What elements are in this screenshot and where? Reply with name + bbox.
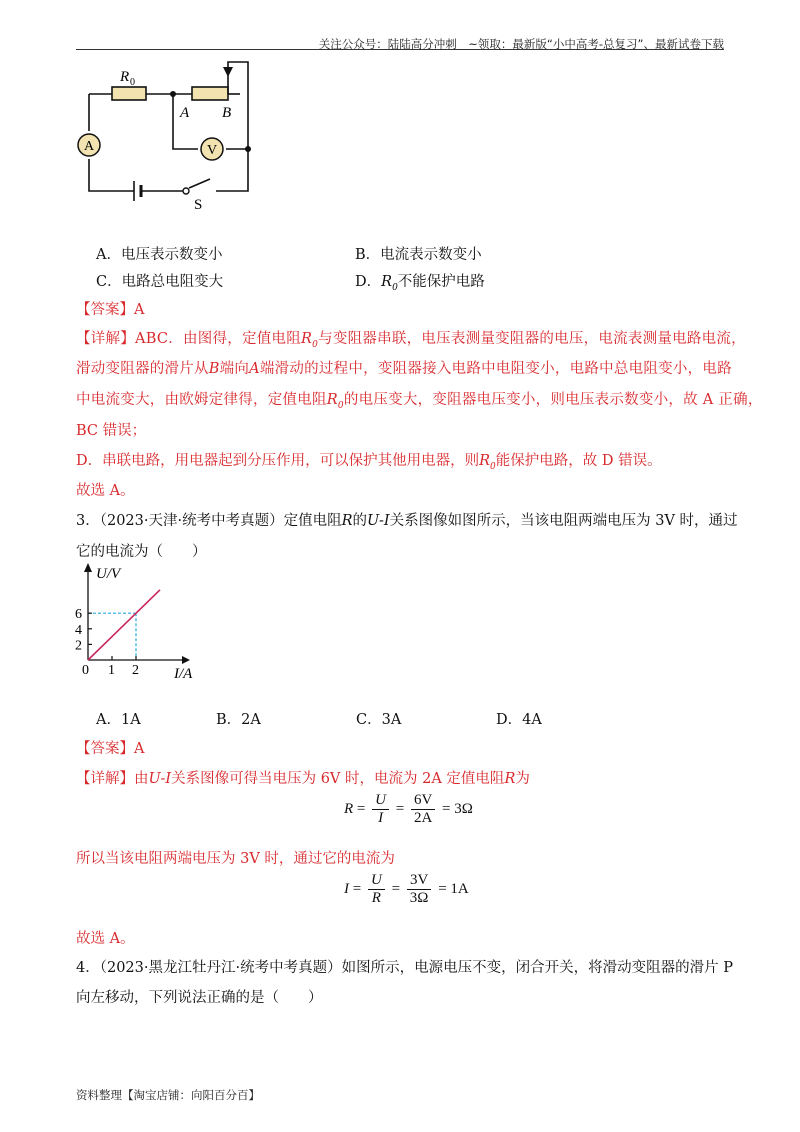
q2-answer: 【答案】A (76, 302, 145, 318)
ammeter-label: A (83, 139, 95, 154)
q3-detail-line-1: 【详解】由U-I关系图像可得当电压为 6V 时，电流为 2A 定值电阻R为 (76, 771, 530, 787)
q3-detail-line-2: 所以当该电阻两端电压为 3V 时，通过它的电流为 (76, 851, 395, 867)
x-axis-label: I/A (174, 666, 193, 682)
y-axis-label: U/V (96, 566, 121, 582)
switch-blade (189, 179, 210, 188)
q2-detail-line-2: 滑动变阻器的滑片从B端向A端滑动的过程中，变阻器接入电路中电阻变小，电路中总电阻变小，电路 (76, 361, 732, 377)
q2-option-d: D．$R_0$不能保护电路 (355, 274, 485, 293)
x-axis-arrow-icon (182, 656, 190, 664)
series-line-0 (88, 590, 160, 660)
q2-detail-line-3: 中电流变大，由欧姆定律得，定值电阻$R_0$的电压变大，变阻器电压变小，则电压表示数变小，故 A 正确， (76, 392, 763, 411)
q2-option-c: C．电路总电阻变大 (96, 274, 224, 290)
wire-left-bottom (89, 159, 134, 191)
resistor-r0 (112, 87, 146, 100)
q3-answer: 【答案】A (76, 741, 145, 757)
page-footer: 资料整理【淘宝店铺：向阳百分百】 (76, 1088, 260, 1102)
x-tick-label-0: 0 (82, 663, 89, 678)
switch-terminal (183, 188, 189, 194)
point-b-label: B (222, 105, 232, 121)
q4-stem-line-2: 向左移动，下列说法正确的是（ ） (76, 990, 323, 1006)
y-axis-arrow-icon (84, 563, 92, 572)
voltmeter-label: V (206, 143, 218, 158)
ui-graph (72, 560, 202, 685)
switch-label: S (194, 197, 203, 213)
q2-detail-line-1: 【详解】ABC．由图得，定值电阻$R_0$与变阻器串联，电压表测量变阻器的电压，电流表测量电路电流， (76, 331, 746, 350)
q3-choose: 故选 A。 (76, 931, 135, 947)
q3-stem-line-1: 3．（2023·天津·统考中考真题）定值电阻R的U-I关系图像如图所示，当该电阻两端电压为 3V 时，通过 (76, 513, 738, 529)
q2-detail-line-4: BC 错误； (76, 423, 147, 439)
q2-option-a: A．电压表示数变小 (96, 247, 223, 263)
y-tick-label-6: 6 (75, 607, 82, 623)
x-tick-label-2: 2 (132, 663, 139, 678)
x-tick-label-1: 1 (108, 663, 115, 678)
q3-option-d: D．4A (496, 712, 542, 728)
junction-dot-a (170, 91, 176, 97)
header-divider (76, 49, 724, 50)
r0-subscript: 0 (130, 77, 135, 88)
q3-stem-line-2: 它的电流为（ ） (76, 544, 207, 560)
q3-option-b: B．2A (216, 712, 261, 728)
voltmeter-left-wire (173, 94, 198, 149)
q2-option-b: B．电流表示数变小 (355, 247, 482, 263)
q4-stem-line-1: 4．（2023·黑龙江牡丹江·统考中考真题）如图所示，电源电压不变，闭合开关，将滑动变阻器的滑片 P (76, 960, 733, 976)
q2-choose: 故选 A。 (76, 483, 135, 499)
q3-option-c: C．3A (356, 712, 402, 728)
y-tick-label-2: 2 (75, 638, 82, 654)
slider-arrow-icon (223, 67, 233, 77)
rheostat (192, 87, 228, 100)
q3-equation-1: R = $\frac{U}{I}$ = $\frac{6V}{2A}$ = 3Ω (344, 792, 473, 826)
q3-equation-2: I = $\frac{U}{R}$ = $\frac{3V}{3\Omega}$ = 1A (344, 872, 469, 906)
q2-detail-line-5: D．串联电路，用电器起到分压作用，可以保护其他用电器，则$R_0$能保护电路，故 D 错误。 (76, 453, 662, 472)
junction-dot-right (245, 146, 251, 152)
q3-option-a: A．1A (96, 712, 141, 728)
y-tick-label-4: 4 (75, 622, 82, 638)
circuit-diagram (70, 55, 270, 215)
page-header: 关注公众号：陆陆高分冲刺 ~领取：最新版“小中高考-总复习”、最新试卷下载 (318, 37, 724, 51)
point-a-label: A (180, 105, 190, 121)
r0-label: R (120, 69, 130, 85)
